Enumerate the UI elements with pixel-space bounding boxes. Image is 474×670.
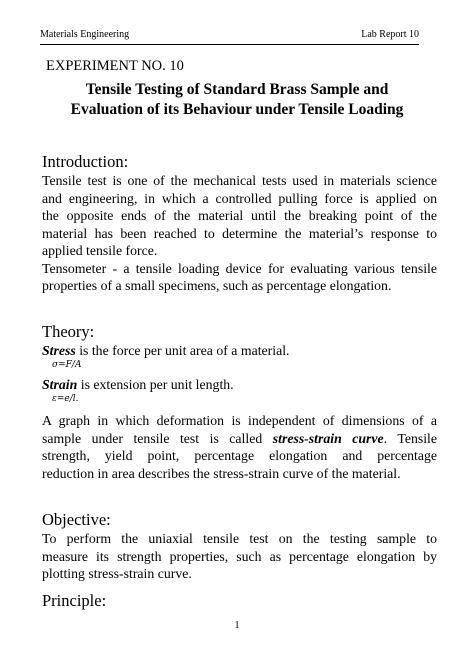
text-segment: reduction in area describes the stress-strain curve of the material. bbox=[42, 465, 401, 481]
stress-strain-curve-term: stress-strain curve bbox=[272, 430, 384, 446]
strain-definition-text: is extension per unit length. bbox=[77, 377, 234, 392]
stress-definition-text: is the force per unit area of a material. bbox=[75, 343, 290, 358]
text-segment: strength, yield point, percentage elongation and percentage bbox=[42, 448, 437, 463]
experiment-title bbox=[40, 80, 434, 120]
theory-heading: Theory: bbox=[42, 322, 95, 341]
header-course: Materials Engineering bbox=[40, 29, 130, 40]
header-report-label: Lab Report 10 bbox=[361, 29, 419, 40]
text-line: and engineering, in which a controlled pulling force is applied on bbox=[42, 190, 437, 206]
text-segment: sample under tensile test is called bbox=[42, 430, 273, 446]
text-line bbox=[42, 430, 437, 448]
objective-text bbox=[42, 530, 437, 583]
text-line: measure its strength properties, such as percentage elongation by bbox=[42, 548, 437, 564]
stress-strain-paragraph bbox=[42, 412, 437, 482]
stress-definition bbox=[42, 342, 437, 360]
experiment-number: EXPERIMENT NO. 10 bbox=[46, 58, 184, 74]
text-line: plotting stress-strain curve. bbox=[42, 566, 192, 581]
text-line: properties of a small specimens, such as percentage elongation. bbox=[42, 278, 392, 293]
text-line bbox=[42, 447, 437, 465]
page-number: 1 bbox=[234, 620, 240, 631]
introduction-heading: Introduction: bbox=[42, 152, 129, 171]
stress-term: Stress bbox=[42, 343, 76, 358]
text-line: applied tensile force. bbox=[42, 243, 158, 258]
text-segment: A graph in which deformation is independent of dimensions of a bbox=[42, 413, 437, 428]
text-line: Tensometer - a tensile loading device for evaluating various tensile bbox=[42, 260, 437, 276]
text-line: Tensile test is one of the mechanical tests used in materials science bbox=[42, 173, 437, 188]
strain-term: Strain bbox=[42, 377, 78, 392]
text-line bbox=[42, 465, 437, 483]
text-line: the opposite ends of the material until the breaking point of the bbox=[42, 208, 437, 223]
title-line: Evaluation of its Behaviour under Tensile Loading bbox=[70, 101, 404, 118]
page-header bbox=[40, 29, 419, 45]
text-segment: . Tensile bbox=[383, 430, 438, 446]
principle-heading: Principle: bbox=[42, 591, 107, 610]
text-line bbox=[42, 412, 437, 430]
strain-definition bbox=[42, 376, 437, 394]
strain-formula: ε=e/l. bbox=[52, 394, 79, 404]
objective-heading: Objective: bbox=[42, 510, 111, 529]
text-line: material has been reached to determine the material’s response to bbox=[42, 225, 437, 241]
title-line: Tensile Testing of Standard Brass Sample and bbox=[85, 81, 389, 98]
stress-formula: σ=F/A bbox=[52, 360, 82, 370]
text-line: To perform the uniaxial tensile test on the testing sample to bbox=[42, 531, 437, 546]
introduction-text bbox=[42, 172, 437, 295]
